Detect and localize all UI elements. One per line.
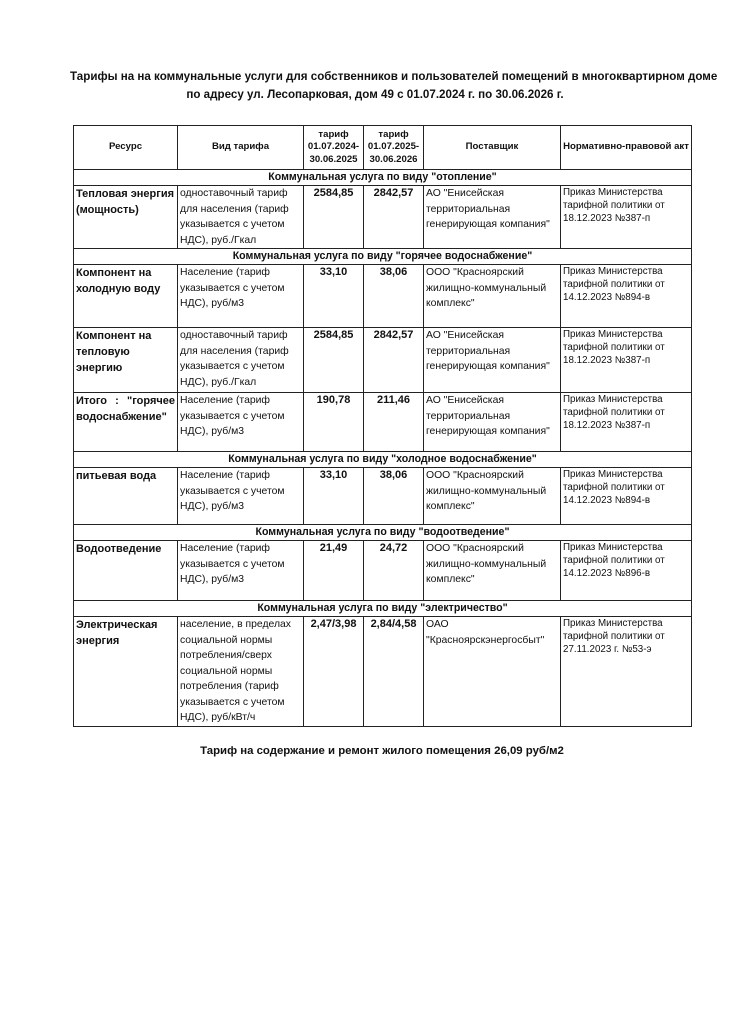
page-title — [70, 68, 718, 104]
table-header-row — [74, 126, 692, 170]
cell-legal-act: Приказ Министерства тарифной политики от 18.12.2023 №387-п — [561, 328, 692, 393]
cell-tariff-2025-2026: 24,72 — [364, 541, 424, 601]
header-resource: Ресурс — [74, 126, 178, 170]
cell-tariff-2024-2025: 21,49 — [304, 541, 364, 601]
section-heading-row — [74, 452, 692, 468]
cell-tariff-2025-2026: 2842,57 — [364, 328, 424, 393]
page-title-line-1: Тарифы на на коммунальные услуги для собственников и пользователей помещений в многоквартирном доме — [70, 70, 718, 83]
cell-supplier: АО "Енисейская территориальная генерирующая компания" — [424, 393, 561, 452]
cell-legal-act: Приказ Министерства тарифной политики от 27.11.2023 г. №53-э — [561, 617, 692, 727]
table-row — [74, 265, 692, 328]
cell-supplier: АО "Енисейская территориальная генерирующая компания" — [424, 186, 561, 249]
cell-tariff-2025-2026: 2,84/4,58 — [364, 617, 424, 727]
section-heading-sewage: Коммунальная услуга по виду "водоотведение" — [74, 525, 692, 541]
section-heading-row — [74, 170, 692, 186]
cell-resource: Компонент на тепловую энергию — [74, 328, 178, 393]
header-tariff-2024-2025: тариф 01.07.2024- 30.06.2025 — [304, 126, 364, 170]
cell-legal-act: Приказ Министерства тарифной политики от 18.12.2023 №387-п — [561, 393, 692, 452]
cell-supplier: ОАО "Красноярскэнергосбыт" — [424, 617, 561, 727]
cell-tariff-type: одноставочный тариф для населения (тариф указывается с учетом НДС), руб./Гкал — [178, 186, 304, 249]
cell-tariff-2025-2026: 2842,57 — [364, 186, 424, 249]
cell-tariff-type: население, в пределах социальной нормы потребления/сверх социальной нормы потребления (тариф указывается с учетом НДС), руб/кВт/ч — [178, 617, 304, 727]
cell-tariff-2024-2025: 2584,85 — [304, 328, 364, 393]
tariffs-table — [73, 125, 692, 727]
section-heading-cold-water: Коммунальная услуга по виду "холодное водоснабжение" — [74, 452, 692, 468]
header-supplier: Поставщик — [424, 126, 561, 170]
cell-resource-line-1: Итого : "горячее — [76, 395, 175, 407]
section-heading-row — [74, 249, 692, 265]
section-heading-hot-water: Коммунальная услуга по виду "горячее водоснабжение" — [74, 249, 692, 265]
cell-legal-act: Приказ Министерства тарифной политики от 14.12.2023 №894-в — [561, 468, 692, 525]
cell-resource: Компонент на холодную воду — [74, 265, 178, 328]
cell-tariff-2024-2025: 190,78 — [304, 393, 364, 452]
cell-legal-act: Приказ Министерства тарифной политики от 18.12.2023 №387-п — [561, 186, 692, 249]
cell-resource: Тепловая энергия (мощность) — [74, 186, 178, 249]
cell-tariff-type: Население (тариф указывается с учетом НДС), руб/м3 — [178, 265, 304, 328]
cell-tariff-2025-2026: 38,06 — [364, 468, 424, 525]
cell-resource: питьевая вода — [74, 468, 178, 525]
section-heading-heating: Коммунальная услуга по виду "отопление" — [74, 170, 692, 186]
cell-supplier: ООО "Красноярский жилищно-коммунальный комплекс" — [424, 541, 561, 601]
cell-supplier: АО "Енисейская территориальная генерирующая компания" — [424, 328, 561, 393]
cell-tariff-2024-2025: 33,10 — [304, 265, 364, 328]
section-heading-row — [74, 601, 692, 617]
table-row — [74, 328, 692, 393]
cell-tariff-2025-2026: 38,06 — [364, 265, 424, 328]
cell-tariff-2024-2025: 2584,85 — [304, 186, 364, 249]
table-row — [74, 393, 692, 452]
page-title-line-2: по адресу ул. Лесопарковая, дом 49 с 01.07.2024 г. по 30.06.2026 г. — [186, 88, 564, 101]
header-legal-act: Нормативно-правовой акт — [561, 126, 692, 170]
cell-supplier: ООО "Красноярский жилищно-коммунальный комплекс" — [424, 265, 561, 328]
table-row — [74, 541, 692, 601]
header-tariff-type: Вид тарифа — [178, 126, 304, 170]
section-heading-electricity: Коммунальная услуга по виду "электричество" — [74, 601, 692, 617]
table-row — [74, 186, 692, 249]
table-row — [74, 468, 692, 525]
cell-resource: Электрическая энергия — [74, 617, 178, 727]
header-tariff-2025-2026: тариф 01.07.2025- 30.06.2026 — [364, 126, 424, 170]
section-heading-row — [74, 525, 692, 541]
cell-tariff-2024-2025: 2,47/3,98 — [304, 617, 364, 727]
cell-legal-act: Приказ Министерства тарифной политики от 14.12.2023 №894-в — [561, 265, 692, 328]
cell-resource-line-2: водоснабжение" — [76, 411, 167, 423]
maintenance-tariff-note: Тариф на содержание и ремонт жилого помещения 26,09 руб/м2 — [200, 745, 564, 757]
table-row — [74, 617, 692, 727]
cell-resource: Водоотведение — [74, 541, 178, 601]
cell-tariff-type: Население (тариф указывается с учетом НДС), руб/м3 — [178, 393, 304, 452]
cell-tariff-type: Население (тариф указывается с учетом НДС), руб/м3 — [178, 541, 304, 601]
cell-legal-act: Приказ Министерства тарифной политики от 14.12.2023 №896-в — [561, 541, 692, 601]
cell-tariff-2025-2026: 211,46 — [364, 393, 424, 452]
cell-resource — [74, 393, 178, 452]
cell-tariff-type: одноставочный тариф для населения (тариф указывается с учетом НДС), руб./Гкал — [178, 328, 304, 393]
cell-tariff-2024-2025: 33,10 — [304, 468, 364, 525]
cell-supplier: ООО "Красноярский жилищно-коммунальный комплекс" — [424, 468, 561, 525]
cell-tariff-type: Население (тариф указывается с учетом НДС), руб/м3 — [178, 468, 304, 525]
